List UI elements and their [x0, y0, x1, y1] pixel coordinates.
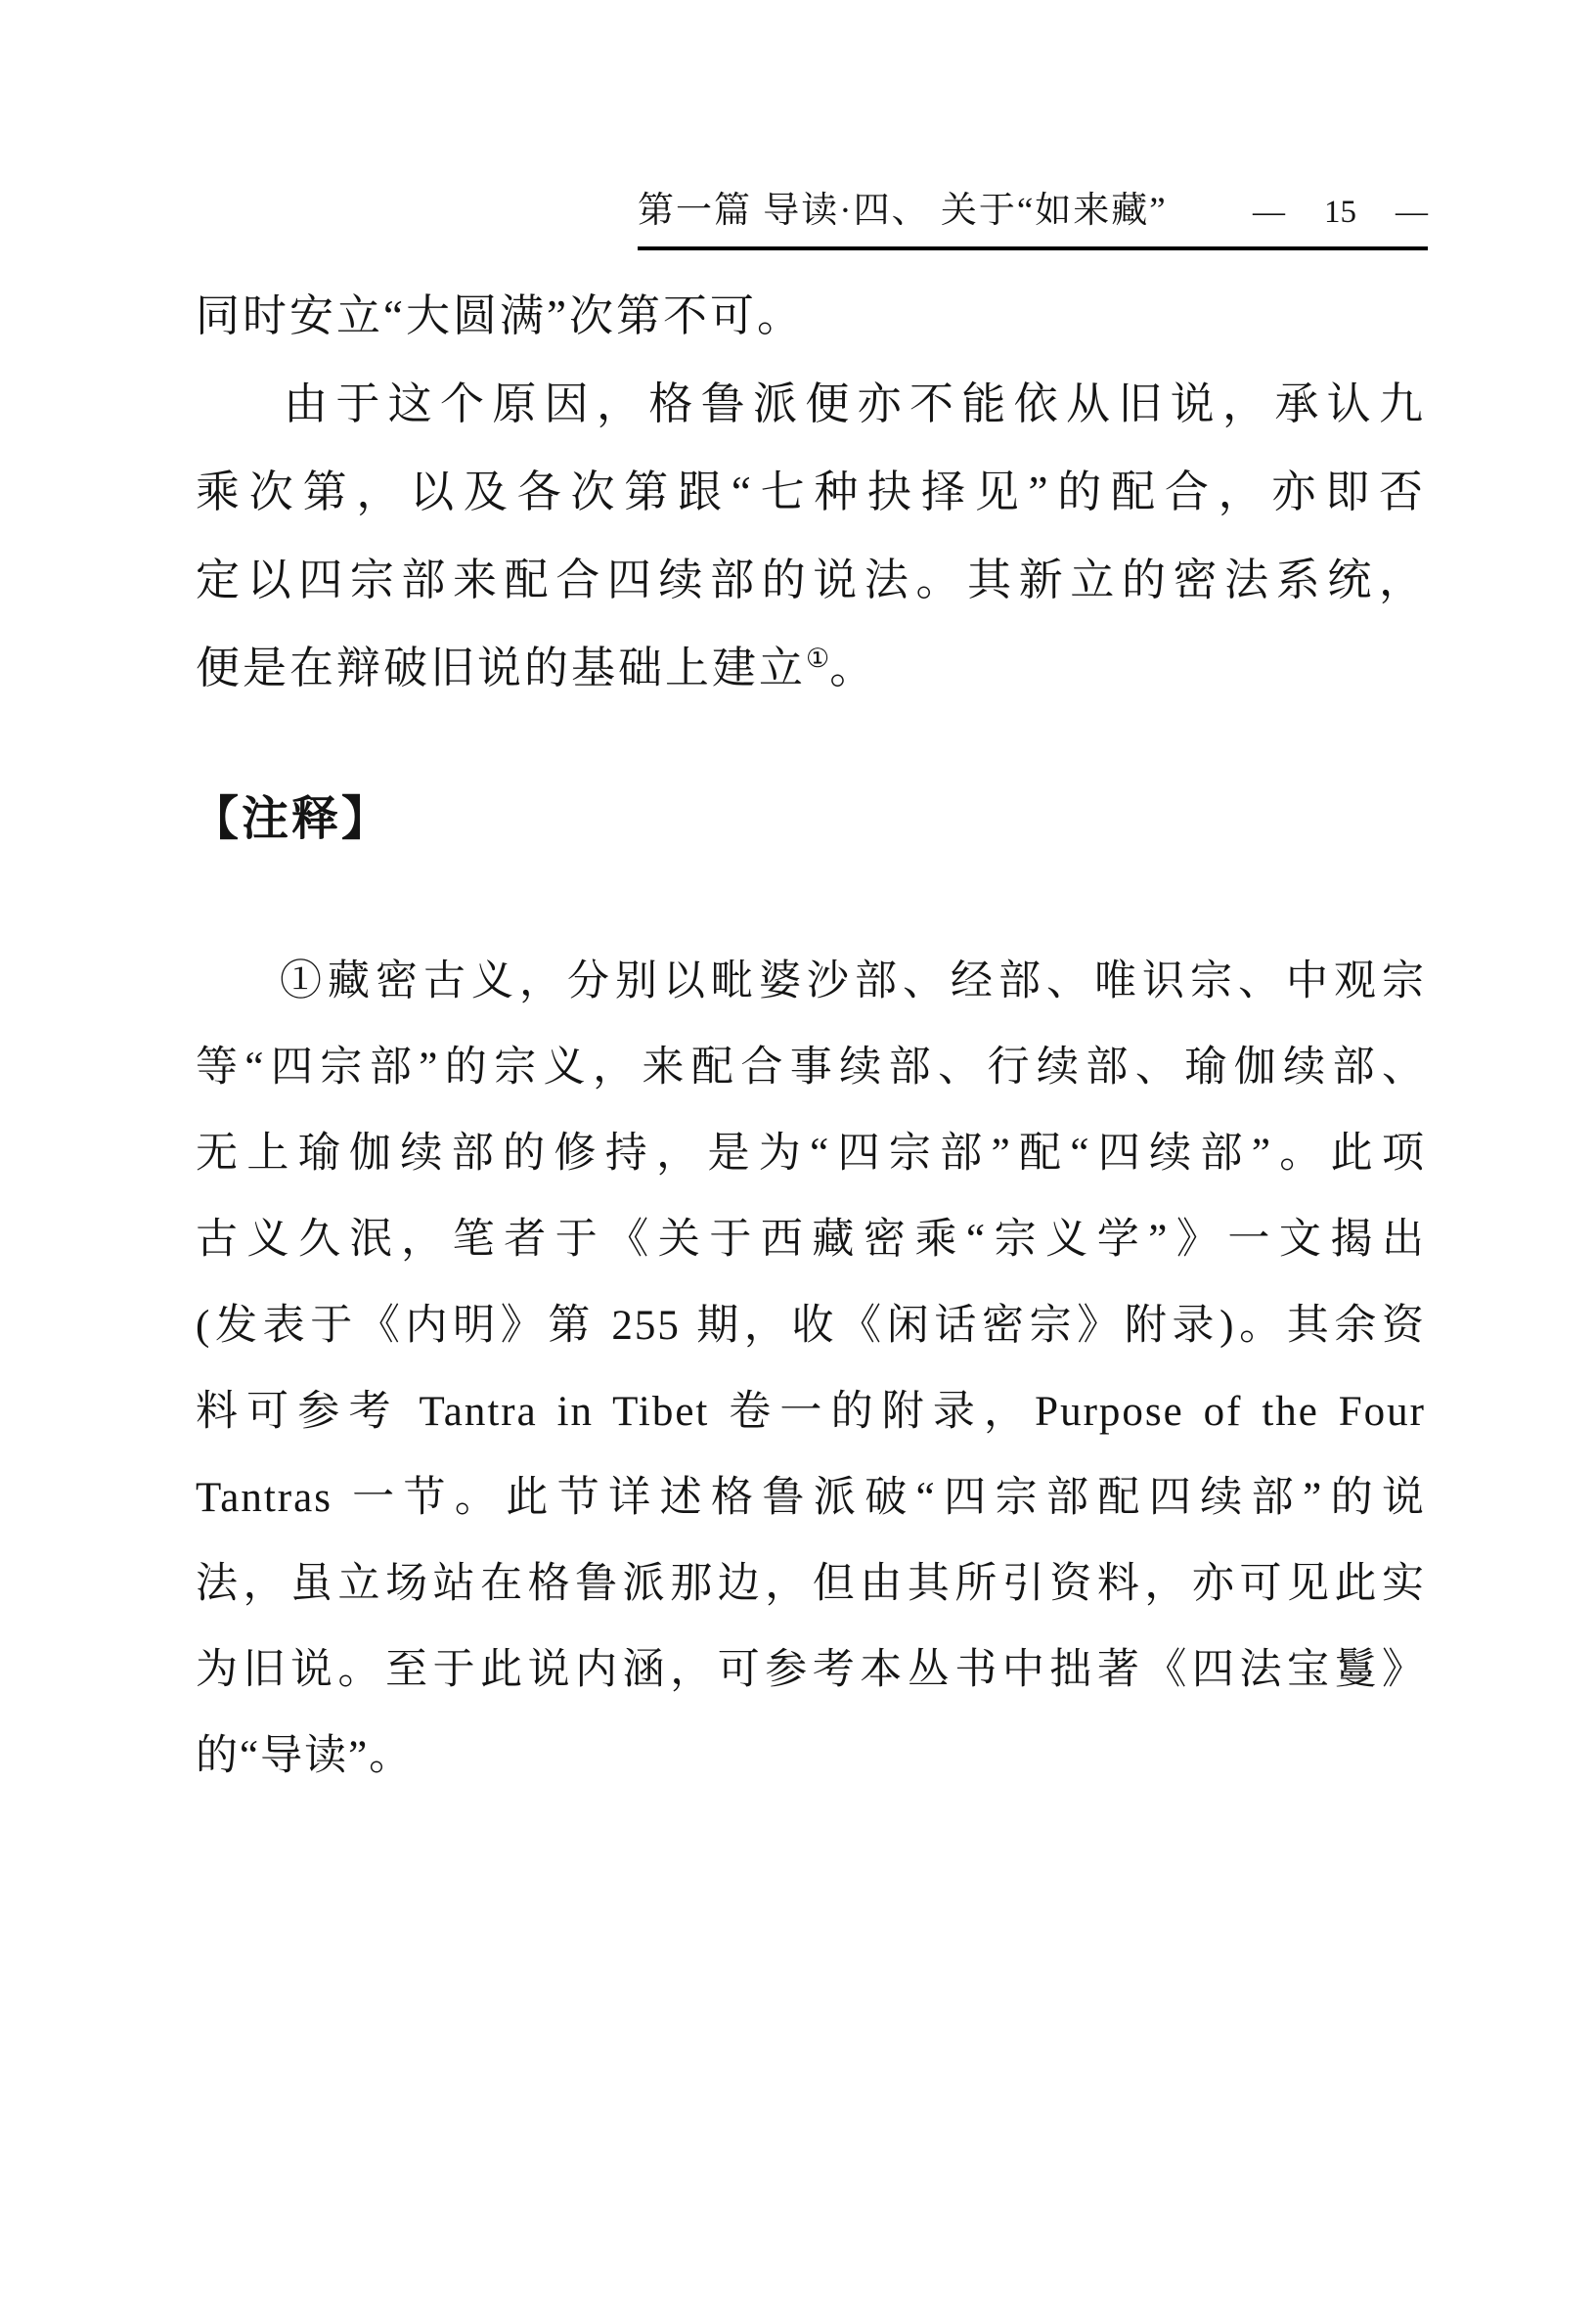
footnote-line-10: 的“导读”。	[196, 1733, 414, 1779]
body-line-4: 定以四宗部来配合四续部的说法。其新立的密法系统，	[196, 556, 1426, 604]
footnote-block	[196, 939, 1426, 1800]
footnote-line-8: 法，虽立场站在格鲁派那边，但由其所引资料，亦可见此实	[196, 1561, 1426, 1607]
running-header-title: 第一篇 导读·四、 关于“如来藏”	[638, 191, 1168, 231]
running-header	[638, 180, 1428, 250]
body-line-3: 乘次第，以及各次第跟“七种抉择见”的配合，亦即否	[196, 468, 1426, 516]
body-line-5	[196, 624, 1426, 712]
page-number-dash-right: —	[1396, 195, 1428, 230]
footnote-line-1: ①藏密古义，分别以毗婆沙部、经部、唯识宗、中观宗	[280, 958, 1426, 1004]
page-number: 15	[1324, 195, 1356, 230]
body-line-5-text: 便是在辩破旧说的基础上建立	[196, 644, 807, 692]
footnote-line-2: 等“四宗部”的宗义，来配合事续部、行续部、瑜伽续部、	[196, 1045, 1426, 1091]
footnote-line-7: Tantras 一节。此节详述格鲁派破“四宗部配四续部”的说	[196, 1475, 1426, 1521]
notes-section-header: 【注释】	[192, 793, 392, 845]
body-line-2: 由于这个原因，格鲁派便亦不能依从旧说，承认九	[284, 379, 1426, 428]
footnote-reference-mark: ①	[806, 644, 830, 673]
footnote-line-6: 料可参考 Tantra in Tibet 卷一的附录，Purpose of the Four	[196, 1389, 1426, 1435]
page-number-dash-left: —	[1253, 195, 1285, 230]
page-number-group	[1253, 195, 1428, 231]
footnote-line-5: (发表于《内明》第 255 期，收《闲话密宗》附录)。其余资	[196, 1303, 1426, 1349]
footnote-line-3: 无上瑜伽续部的修持，是为“四宗部”配“四续部”。此项	[196, 1131, 1426, 1177]
body-line-1: 同时安立“大圆满”次第不可。	[196, 291, 804, 340]
body-text	[196, 272, 1426, 712]
footnote-line-9: 为旧说。至于此说内涵，可参考本丛书中拙著《四法宝鬘》	[196, 1647, 1426, 1693]
footnote-line-4: 古义久泯，笔者于《关于西藏密乘“宗义学”》一文揭出	[196, 1217, 1426, 1263]
body-line-5-period: 。	[829, 644, 877, 692]
